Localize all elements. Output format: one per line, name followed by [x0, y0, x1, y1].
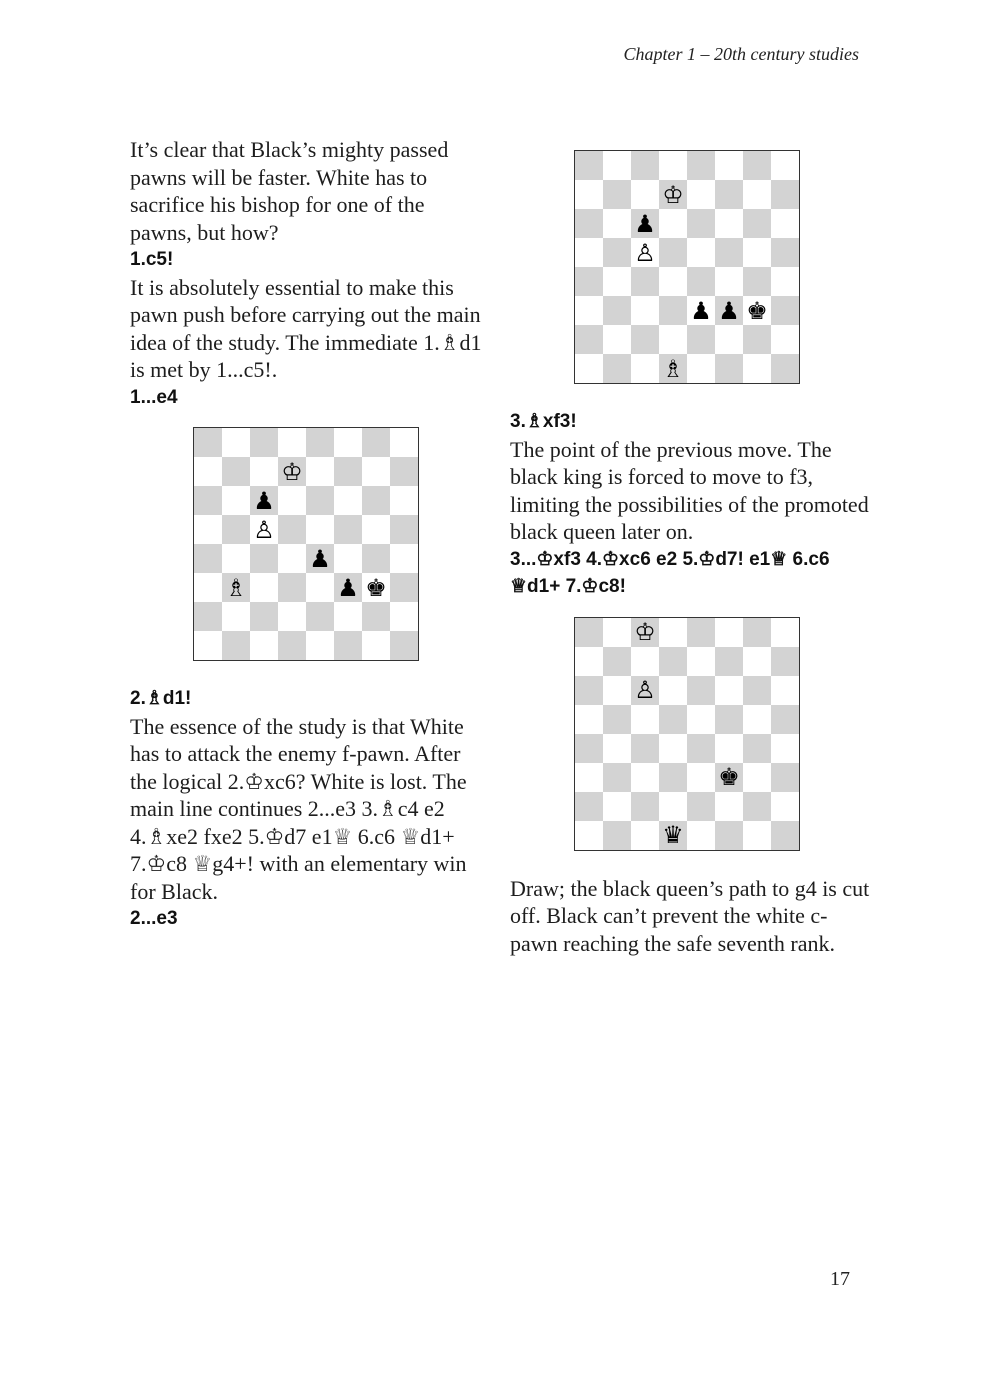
square-d1 [659, 821, 687, 850]
black-king-icon: ♚ [718, 763, 740, 791]
square-a4 [575, 734, 603, 763]
square-f3 [334, 573, 362, 602]
square-f7 [715, 647, 743, 676]
square-b1 [603, 821, 631, 850]
square-g3 [362, 573, 390, 602]
square-d2 [659, 325, 687, 354]
square-b3 [603, 763, 631, 792]
square-h7 [390, 457, 418, 486]
chess-diagram-3 [574, 617, 800, 851]
square-c4 [250, 544, 278, 573]
square-h3 [771, 763, 799, 792]
square-c5 [631, 238, 659, 267]
square-g5 [362, 515, 390, 544]
square-e6 [687, 676, 715, 705]
square-g1 [743, 821, 771, 850]
square-a5 [575, 705, 603, 734]
square-e8 [687, 618, 715, 647]
square-g5 [743, 705, 771, 734]
annotation-paragraph: The point of the previous move. The black king is forced to move to f3, limiting the possibilities of the promoted black queen later on. [510, 436, 869, 544]
square-f3 [715, 296, 743, 325]
square-b6 [603, 209, 631, 238]
square-b5 [603, 238, 631, 267]
square-d3 [659, 296, 687, 325]
square-b4 [603, 267, 631, 296]
black-king-icon: ♚ [746, 296, 768, 325]
square-g6 [743, 209, 771, 238]
square-c1 [250, 631, 278, 660]
square-e5 [687, 705, 715, 734]
square-d6 [278, 486, 306, 515]
square-g4 [743, 734, 771, 763]
square-d8 [278, 428, 306, 457]
square-f6 [715, 676, 743, 705]
square-c5 [250, 515, 278, 544]
square-a5 [575, 238, 603, 267]
white-pawn-icon: ♙ [634, 238, 656, 267]
square-h7 [771, 180, 799, 209]
square-d2 [659, 792, 687, 821]
square-a6 [575, 676, 603, 705]
square-f5 [715, 705, 743, 734]
square-a7 [575, 180, 603, 209]
square-h1 [771, 821, 799, 850]
square-g2 [362, 602, 390, 631]
square-h6 [771, 209, 799, 238]
square-a8 [575, 618, 603, 647]
square-e5 [306, 515, 334, 544]
square-e3 [687, 763, 715, 792]
move-line-2-bd1: 2.♗d1! [130, 688, 192, 709]
move-line-3-kxf3: 3...♔xf3 4.♔xc6 e2 5.♔d7! e1♕ 6.c6 ♕d1+ 7.♔c8! [510, 548, 830, 597]
page-number: 17 [830, 1268, 850, 1290]
square-a8 [194, 428, 222, 457]
square-h4 [771, 734, 799, 763]
square-c8 [250, 428, 278, 457]
square-d3 [278, 573, 306, 602]
square-g6 [362, 486, 390, 515]
square-c2 [631, 792, 659, 821]
square-b8 [603, 618, 631, 647]
square-d7 [278, 457, 306, 486]
move-line-3-bxf3: 3.♗xf3! [510, 411, 577, 432]
square-a1 [194, 631, 222, 660]
square-e1 [687, 354, 715, 383]
white-king-icon: ♔ [281, 457, 303, 486]
square-f5 [334, 515, 362, 544]
square-g3 [743, 763, 771, 792]
square-g7 [362, 457, 390, 486]
annotation-paragraph: The essence of the study is that White has to attack the enemy f-pawn. After the logical 2.♔xc6? White is lost. The main line continues 2...e3 3.♗c4 e2 4.♗xe2 fxe2 5.♔d7 e1♕ 6.c6 ♕d1+ 7.♔c8 ♕g4+! with an elementary win for Black. [130, 713, 467, 904]
square-g4 [743, 267, 771, 296]
square-c6 [250, 486, 278, 515]
square-b6 [222, 486, 250, 515]
square-g6 [743, 676, 771, 705]
square-d4 [278, 544, 306, 573]
square-a3 [575, 763, 603, 792]
square-f8 [334, 428, 362, 457]
square-f7 [715, 180, 743, 209]
square-c4 [631, 267, 659, 296]
square-g7 [743, 180, 771, 209]
square-h8 [771, 618, 799, 647]
white-bishop-icon: ♗ [662, 354, 684, 383]
square-b3 [603, 296, 631, 325]
square-b2 [603, 792, 631, 821]
square-b7 [222, 457, 250, 486]
square-b3 [222, 573, 250, 602]
square-b7 [603, 647, 631, 676]
square-g5 [743, 238, 771, 267]
square-a6 [575, 209, 603, 238]
square-f6 [715, 209, 743, 238]
square-f7 [334, 457, 362, 486]
square-c8 [631, 618, 659, 647]
square-f5 [715, 238, 743, 267]
square-g8 [362, 428, 390, 457]
square-h8 [771, 151, 799, 180]
square-h2 [771, 325, 799, 354]
square-h3 [390, 573, 418, 602]
square-h4 [771, 267, 799, 296]
square-g8 [743, 618, 771, 647]
square-e3 [306, 573, 334, 602]
square-h7 [771, 647, 799, 676]
square-d6 [659, 209, 687, 238]
square-c3 [631, 296, 659, 325]
move-line-2-e3: 2...e3 [130, 908, 178, 929]
square-d2 [278, 602, 306, 631]
square-g2 [743, 325, 771, 354]
square-c7 [631, 180, 659, 209]
square-g8 [743, 151, 771, 180]
square-a7 [575, 647, 603, 676]
annotation-paragraph: It is absolutely essential to make this pawn push before carrying out the main idea of the study. The immediate 1.♗d1 is met by 1...c5!. [130, 274, 482, 382]
square-c6 [631, 676, 659, 705]
square-h5 [771, 238, 799, 267]
right-column [510, 150, 870, 957]
square-h2 [771, 792, 799, 821]
square-e7 [687, 647, 715, 676]
square-d5 [278, 515, 306, 544]
square-a3 [194, 573, 222, 602]
white-king-icon: ♔ [634, 618, 656, 646]
square-c3 [250, 573, 278, 602]
square-g3 [743, 296, 771, 325]
square-b4 [222, 544, 250, 573]
square-a2 [194, 602, 222, 631]
square-h1 [771, 354, 799, 383]
square-d5 [659, 705, 687, 734]
square-c2 [250, 602, 278, 631]
square-b7 [603, 180, 631, 209]
square-a8 [575, 151, 603, 180]
chess-diagram-1 [193, 427, 419, 661]
square-f2 [715, 325, 743, 354]
diagram-wrapper [574, 150, 870, 384]
square-e2 [306, 602, 334, 631]
square-h4 [390, 544, 418, 573]
black-pawn-icon: ♟ [690, 296, 712, 325]
square-h3 [771, 296, 799, 325]
square-b1 [603, 354, 631, 383]
square-e8 [306, 428, 334, 457]
black-pawn-icon: ♟ [634, 209, 656, 238]
square-h6 [390, 486, 418, 515]
square-a4 [575, 267, 603, 296]
square-h2 [390, 602, 418, 631]
square-b4 [603, 734, 631, 763]
square-h8 [390, 428, 418, 457]
square-b8 [222, 428, 250, 457]
square-e6 [687, 209, 715, 238]
square-d6 [659, 676, 687, 705]
square-f6 [334, 486, 362, 515]
square-b2 [603, 325, 631, 354]
square-g1 [743, 354, 771, 383]
left-column [130, 136, 490, 933]
square-e5 [687, 238, 715, 267]
square-c8 [631, 151, 659, 180]
square-e4 [306, 544, 334, 573]
square-c2 [631, 325, 659, 354]
square-f8 [715, 151, 743, 180]
square-a7 [194, 457, 222, 486]
square-d5 [659, 238, 687, 267]
white-king-icon: ♔ [662, 180, 684, 209]
square-d1 [278, 631, 306, 660]
square-d4 [659, 267, 687, 296]
square-a1 [575, 354, 603, 383]
black-pawn-icon: ♟ [337, 573, 359, 602]
square-d1 [659, 354, 687, 383]
square-a2 [575, 792, 603, 821]
move-line-1-c5: 1.c5! [130, 249, 174, 270]
square-g2 [743, 792, 771, 821]
white-pawn-icon: ♙ [253, 515, 275, 544]
square-f3 [715, 763, 743, 792]
square-f8 [715, 618, 743, 647]
black-pawn-icon: ♟ [309, 544, 331, 573]
square-f2 [334, 602, 362, 631]
black-queen-icon: ♛ [662, 821, 684, 849]
square-f4 [715, 267, 743, 296]
square-d3 [659, 763, 687, 792]
square-h5 [390, 515, 418, 544]
square-g1 [362, 631, 390, 660]
square-e7 [306, 457, 334, 486]
square-c6 [631, 209, 659, 238]
conclusion-paragraph: Draw; the black queen’s path to g4 is cut off. Black can’t prevent the white c-pawn reaching the safe seventh rank. [510, 875, 870, 956]
square-h5 [771, 705, 799, 734]
square-e1 [687, 821, 715, 850]
square-e4 [687, 734, 715, 763]
chess-diagram-2 [574, 150, 800, 384]
square-c4 [631, 734, 659, 763]
square-e6 [306, 486, 334, 515]
square-d7 [659, 647, 687, 676]
square-a6 [194, 486, 222, 515]
square-b1 [222, 631, 250, 660]
square-c1 [631, 354, 659, 383]
square-f1 [715, 354, 743, 383]
diagram-wrapper [193, 427, 490, 661]
square-h1 [390, 631, 418, 660]
square-f4 [715, 734, 743, 763]
square-a1 [575, 821, 603, 850]
square-f1 [715, 821, 743, 850]
running-head: Chapter 1 – 20th century studies [623, 44, 859, 64]
square-d8 [659, 151, 687, 180]
square-c5 [631, 705, 659, 734]
white-pawn-icon: ♙ [634, 676, 656, 704]
move-line-1-e4: 1...e4 [130, 386, 178, 408]
diagram-wrapper [574, 617, 870, 851]
square-g7 [743, 647, 771, 676]
square-a3 [575, 296, 603, 325]
square-a2 [575, 325, 603, 354]
square-c7 [631, 647, 659, 676]
square-c1 [631, 821, 659, 850]
square-e1 [306, 631, 334, 660]
square-b6 [603, 676, 631, 705]
square-d7 [659, 180, 687, 209]
square-a4 [194, 544, 222, 573]
square-b2 [222, 602, 250, 631]
square-e8 [687, 151, 715, 180]
square-e3 [687, 296, 715, 325]
square-c7 [250, 457, 278, 486]
square-a5 [194, 515, 222, 544]
square-e2 [687, 792, 715, 821]
square-b8 [603, 151, 631, 180]
square-b5 [222, 515, 250, 544]
square-e2 [687, 325, 715, 354]
square-d8 [659, 618, 687, 647]
intro-paragraph: It’s clear that Black’s mighty passed pawns will be faster. White has to sacrifice his bishop for one of the pawns, but how? [130, 137, 449, 245]
square-e7 [687, 180, 715, 209]
white-bishop-icon: ♗ [225, 573, 247, 602]
square-b5 [603, 705, 631, 734]
square-g4 [362, 544, 390, 573]
square-e4 [687, 267, 715, 296]
square-f4 [334, 544, 362, 573]
black-pawn-icon: ♟ [718, 296, 740, 325]
square-h6 [771, 676, 799, 705]
black-king-icon: ♚ [365, 573, 387, 602]
black-pawn-icon: ♟ [253, 486, 275, 515]
square-d4 [659, 734, 687, 763]
square-c3 [631, 763, 659, 792]
square-f2 [715, 792, 743, 821]
square-f1 [334, 631, 362, 660]
